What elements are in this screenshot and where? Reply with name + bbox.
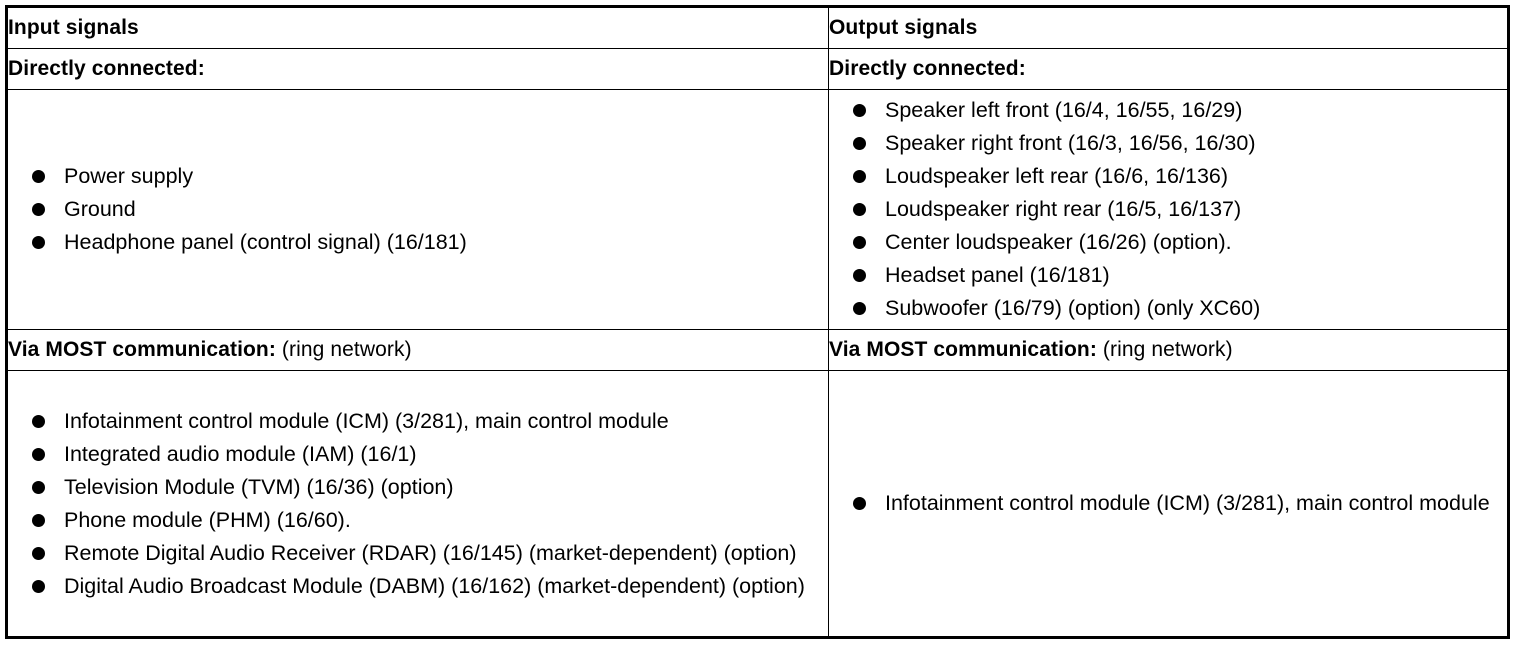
list-item: Speaker right front (16/3, 16/56, 16/30) — [829, 127, 1507, 160]
list-item: Ground — [8, 193, 828, 226]
output-most-label: Via MOST communication: (ring network) — [829, 330, 1509, 371]
output-direct-cell — [829, 90, 1509, 330]
output-signals-header: Output signals — [829, 7, 1509, 49]
most-label-row — [7, 330, 1509, 371]
input-direct-label: Directly connected: — [7, 49, 829, 90]
list-item: Headphone panel (control signal) (16/181) — [8, 226, 828, 259]
list-item: Speaker left front (16/4, 16/55, 16/29) — [829, 94, 1507, 127]
input-most-label: Via MOST communication: (ring network) — [7, 330, 829, 371]
input-most-list — [8, 401, 828, 607]
signals-table — [5, 5, 1510, 639]
direct-items-row — [7, 90, 1509, 330]
list-item: Remote Digital Audio Receiver (RDAR) (16/145) (market-dependent) (option) — [8, 537, 828, 570]
input-direct-list — [8, 156, 828, 263]
output-most-cell — [829, 371, 1509, 638]
list-item: Headset panel (16/181) — [829, 259, 1507, 292]
list-item: Television Module (TVM) (16/36) (option) — [8, 471, 828, 504]
list-item: Phone module (PHM) (16/60). — [8, 504, 828, 537]
output-direct-list — [829, 90, 1507, 329]
output-most-list — [829, 483, 1507, 524]
bullet-dot-icon — [32, 448, 45, 461]
bullet-dot-icon — [853, 203, 866, 216]
header-row — [7, 7, 1509, 49]
output-direct-label: Directly connected: — [829, 49, 1509, 90]
bullet-dot-icon — [32, 415, 45, 428]
bullet-dot-icon — [853, 137, 866, 150]
list-item: Digital Audio Broadcast Module (DABM) (16/162) (market-dependent) (option) — [8, 570, 828, 603]
bullet-dot-icon — [32, 514, 45, 527]
bullet-dot-icon — [853, 497, 866, 510]
list-item: Subwoofer (16/79) (option) (only XC60) — [829, 292, 1507, 325]
list-item: Loudspeaker left rear (16/6, 16/136) — [829, 160, 1507, 193]
input-direct-cell — [7, 90, 829, 330]
bullet-dot-icon — [853, 236, 866, 249]
bullet-dot-icon — [853, 269, 866, 282]
bullet-dot-icon — [32, 170, 45, 183]
bullet-dot-icon — [32, 203, 45, 216]
bullet-dot-icon — [853, 170, 866, 183]
bullet-dot-icon — [853, 302, 866, 315]
input-signals-header: Input signals — [7, 7, 829, 49]
most-items-row — [7, 371, 1509, 638]
input-most-cell — [7, 371, 829, 638]
bullet-dot-icon — [32, 547, 45, 560]
bullet-dot-icon — [32, 481, 45, 494]
list-item: Power supply — [8, 160, 828, 193]
bullet-dot-icon — [32, 236, 45, 249]
bullet-dot-icon — [32, 580, 45, 593]
direct-label-row — [7, 49, 1509, 90]
list-item: Integrated audio module (IAM) (16/1) — [8, 438, 828, 471]
list-item: Infotainment control module (ICM) (3/281), main control module — [8, 405, 828, 438]
list-item: Infotainment control module (ICM) (3/281), main control module — [829, 487, 1507, 520]
bullet-dot-icon — [853, 104, 866, 117]
list-item: Loudspeaker right rear (16/5, 16/137) — [829, 193, 1507, 226]
list-item: Center loudspeaker (16/26) (option). — [829, 226, 1507, 259]
